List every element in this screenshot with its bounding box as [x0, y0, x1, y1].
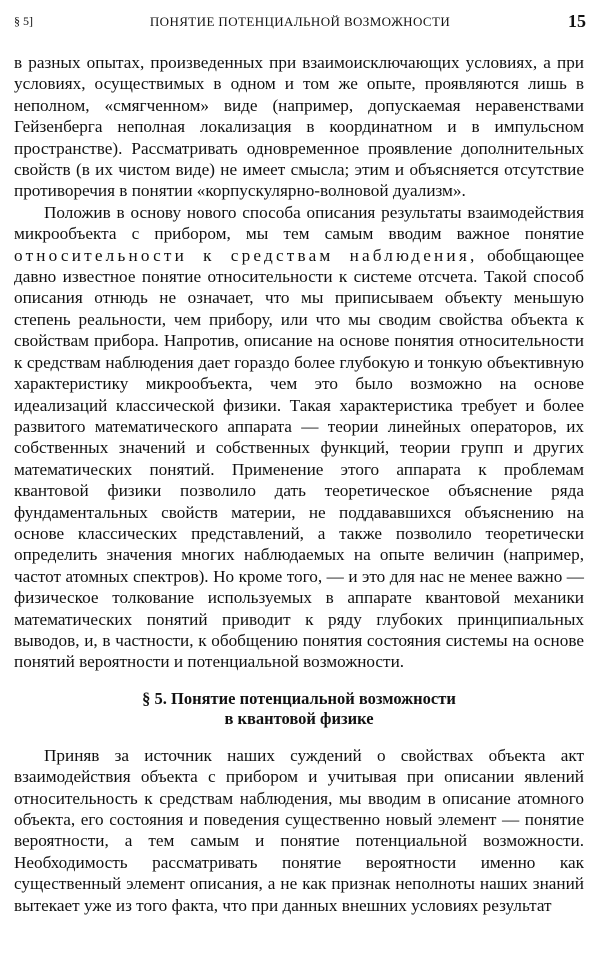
spaced-emphasis: относительности к средствам наблюдения: [14, 245, 470, 265]
section-mark: § 5]: [14, 14, 33, 28]
running-title: ПОНЯТИЕ ПОТЕНЦИАЛЬНОЙ ВОЗМОЖНОСТИ: [149, 14, 451, 29]
section-heading-line-2: в квантовой физике: [224, 708, 374, 728]
section-heading-line-1: § 5. Понятие потенциальной возможности: [142, 688, 456, 708]
paragraph-3: Приняв за источник наших суждений о свойствах объекта акт взаимодействия объекта с прибором и учитывая при описании явлений относительность к средствам наблюдения, мы вводим в описание атомного объекта, его состояния и поведения существенно новый элемент — понятие вероятности, а тем самым и понятие потенциальной возможности. Необходимость рассматривать понятие вероятности именно как существенный элемент описания, а не как признак неполноты наших знаний вытекает уже из того факта, что при данных внешних условиях результат: [14, 745, 584, 915]
page-number: 15: [568, 11, 586, 31]
paragraph-2-start: Положив в основу нового способа описания результаты взаимодействия микрообъекта с прибором, мы тем самым вводим важное понятие: [14, 202, 584, 244]
body-text: [14, 52, 584, 916]
paragraph-1: в разных опытах, произведенных при взаимоисключающих условиях, а при условиях, осуществимых в одном и том же опыте, проявляются лишь в неполном, «смягченном» виде (например, допускаемая неравенствами Гейзенберга неполная локализация в координатном и в импульсном пространстве). Рассматривать одновременное проявление дополнительных свойств (в их чистом виде) не имеет смысла; этим и объясняется отсутствие противоречия в понятии «корпускулярно-волновой дуализм».: [14, 53, 584, 201]
running-head: [14, 10, 586, 36]
section-heading: [14, 689, 584, 729]
paragraph-2-rest: , обобщающее давно известное понятие относительности к системе отсчета. Такой способ описания отнюдь не означает, что мы приписываем объекту меньшую степень реальности, чем прибору, или что мы сводим свойства объекта к свойствам прибора. Напротив, описание на основе понятия относительности к средствам наблюдения дает гораздо более глубокую и тонкую объективную характеристику микрообъекта, чем это было возможно на основе идеализаций классической физики. Такая характеристика требует и более развитого математического аппарата — теории линейных операторов, их собственных значений и собственных функций, теории групп и других математических понятий. Применение этого аппарата к проблемам квантовой физики позволило дать теоретическое объяснение ряда фундаментальных свойств материи, не поддававшихся объяснению на основе классических представлений, а также позволило теоретически определить значения многих наблюдаемых на опыте величин (например, частот атомных спектров). Но кроме того, — и это для нас не менее важно — физическое толкование используемых в аппарате квантовой механики математических понятий приводит к ряду глубоких принципиальных выводов, и, в частности, к обобщению понятия состояния системы на основе понятий вероятности и потенциальной возможности.: [14, 245, 584, 672]
paragraph-2: [14, 202, 584, 673]
